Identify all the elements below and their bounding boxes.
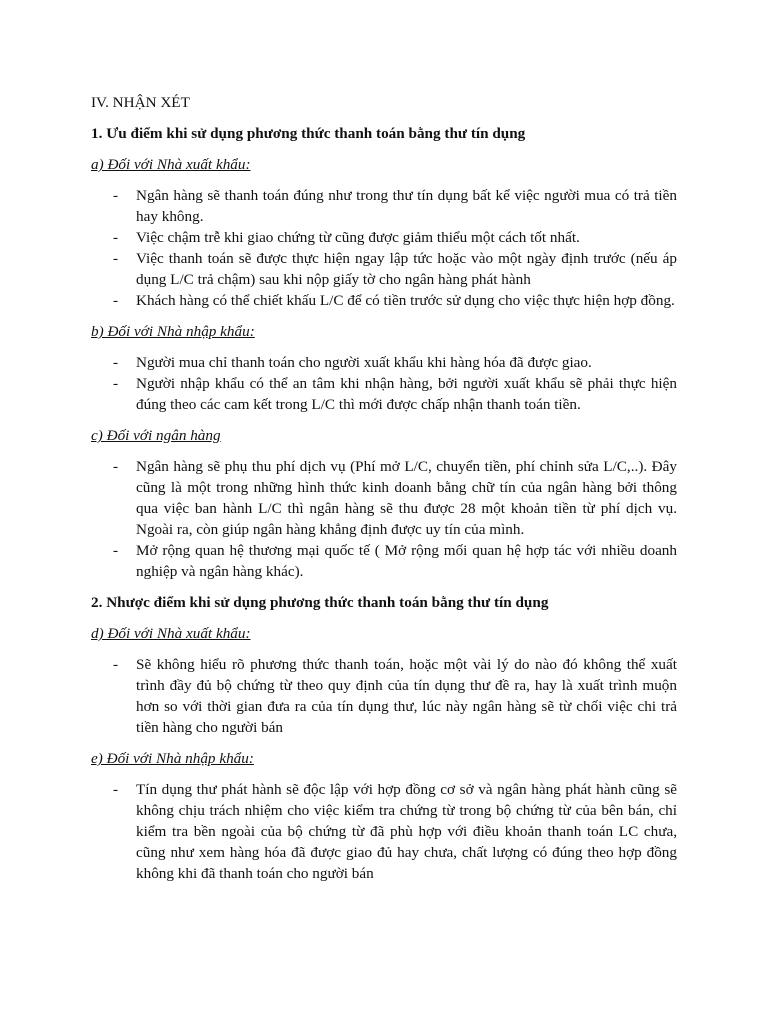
bullet-dash: - [113, 375, 119, 392]
list-item [91, 352, 677, 373]
list-item-text: Khách hàng có thể chiết khấu L/C để có tiền trước sử dụng cho việc thực hiện hợp đồng. [136, 292, 675, 309]
bullet-dash: - [113, 781, 119, 798]
list-item [91, 779, 677, 884]
list-bank-advantages [91, 456, 677, 582]
bullet-dash: - [113, 250, 119, 267]
list-item [91, 248, 677, 290]
list-exporter-disadvantages [91, 654, 677, 738]
subsection-label-exporter: a) Đối với Nhà xuất khẩu: [91, 156, 251, 173]
subsection-label-importer: b) Đối với Nhà nhập khẩu: [91, 323, 255, 340]
list-item-text: Người mua chỉ thanh toán cho người xuất khẩu khi hàng hóa đã được giao. [136, 354, 592, 371]
subsection-label-exporter-disadv: d) Đối với Nhà xuất khẩu: [91, 625, 251, 642]
bullet-dash: - [113, 187, 119, 204]
list-item [91, 654, 677, 738]
list-item [91, 373, 677, 415]
list-importer-advantages [91, 352, 677, 415]
list-item-text: Ngân hàng sẽ phụ thu phí dịch vụ (Phí mở L/C, chuyển tiền, phí chỉnh sửa L/C,..). Đây cũng là một trong những hình thức kinh doanh bằng chữ tín của ngân hàng bởi thông qua việc ban hành L/C thì ngân hàng sẽ thu được 28 một khoản tiền từ phí dịch vụ. Ngoài ra, còn giúp ngân hàng khẳng định được uy tín của mình. [136, 458, 677, 538]
subsection-label-importer-disadv: e) Đối với Nhà nhập khẩu: [91, 750, 254, 767]
list-item-text: Ngân hàng sẽ thanh toán đúng như trong thư tín dụng bất kể việc người mua có trả tiền hay không. [136, 187, 677, 225]
bullet-dash: - [113, 354, 119, 371]
list-item-text: Sẽ không hiểu rõ phương thức thanh toán, hoặc một vài lý do nào đó không thể xuất trình đầy đủ bộ chứng từ theo quy định của tín dụng thư đề ra, hay là xuất trình muộn hơn so với thời gian đưa ra của tín dụng thư, lúc này ngân hàng sẽ từ chối việc chi trả tiền hàng cho người bán [136, 656, 677, 736]
list-item [91, 185, 677, 227]
list-item [91, 290, 677, 311]
section-title-disadvantages: 2. Nhược điểm khi sử dụng phương thức thanh toán bằng thư tín dụng [91, 594, 549, 611]
list-importer-disadvantages [91, 779, 677, 884]
subsection-label-bank: c) Đối với ngân hàng [91, 427, 221, 444]
list-item-text: Việc chậm trễ khi giao chứng từ cũng được giảm thiểu một cách tốt nhất. [136, 229, 580, 246]
bullet-dash: - [113, 229, 119, 246]
list-item [91, 540, 677, 582]
list-item-text: Việc thanh toán sẽ được thực hiện ngay lập tức hoặc vào một ngày định trước (nếu áp dụng L/C trả chậm) sau khi nộp giấy tờ cho ngân hàng phát hành [136, 250, 677, 288]
list-item [91, 456, 677, 540]
list-item-text: Mở rộng quan hệ thương mại quốc tế ( Mở rộng mối quan hệ hợp tác với nhiều doanh nghiệp và ngân hàng khác). [136, 542, 677, 580]
bullet-dash: - [113, 542, 119, 559]
list-exporter-advantages [91, 185, 677, 311]
section-title-advantages: 1. Ưu điểm khi sử dụng phương thức thanh toán bằng thư tín dụng [91, 125, 526, 142]
bullet-dash: - [113, 292, 119, 309]
document-heading: IV. NHẬN XÉT [91, 94, 190, 111]
list-item-text: Tín dụng thư phát hành sẽ độc lập với hợp đồng cơ sở và ngân hàng phát hành cũng sẽ không chịu trách nhiệm cho việc kiểm tra chứng từ trong bộ chứng từ của bên bán, chỉ kiểm tra bền ngoài của bộ chứng từ đã phù hợp với điều khoản thanh toán LC chưa, cũng như xem hàng hóa đã được giao đủ hay chưa, chất lượng có đúng theo hợp đồng không khi đã thanh toán cho người bán [136, 781, 677, 882]
bullet-dash: - [113, 458, 119, 475]
list-item [91, 227, 677, 248]
bullet-dash: - [113, 656, 119, 673]
list-item-text: Người nhập khẩu có thể an tâm khi nhận hàng, bởi người xuất khẩu sẽ phải thực hiện đúng theo các cam kết trong L/C thì mới được chấp nhận thanh toán tiền. [136, 375, 677, 413]
document-page [91, 92, 677, 894]
